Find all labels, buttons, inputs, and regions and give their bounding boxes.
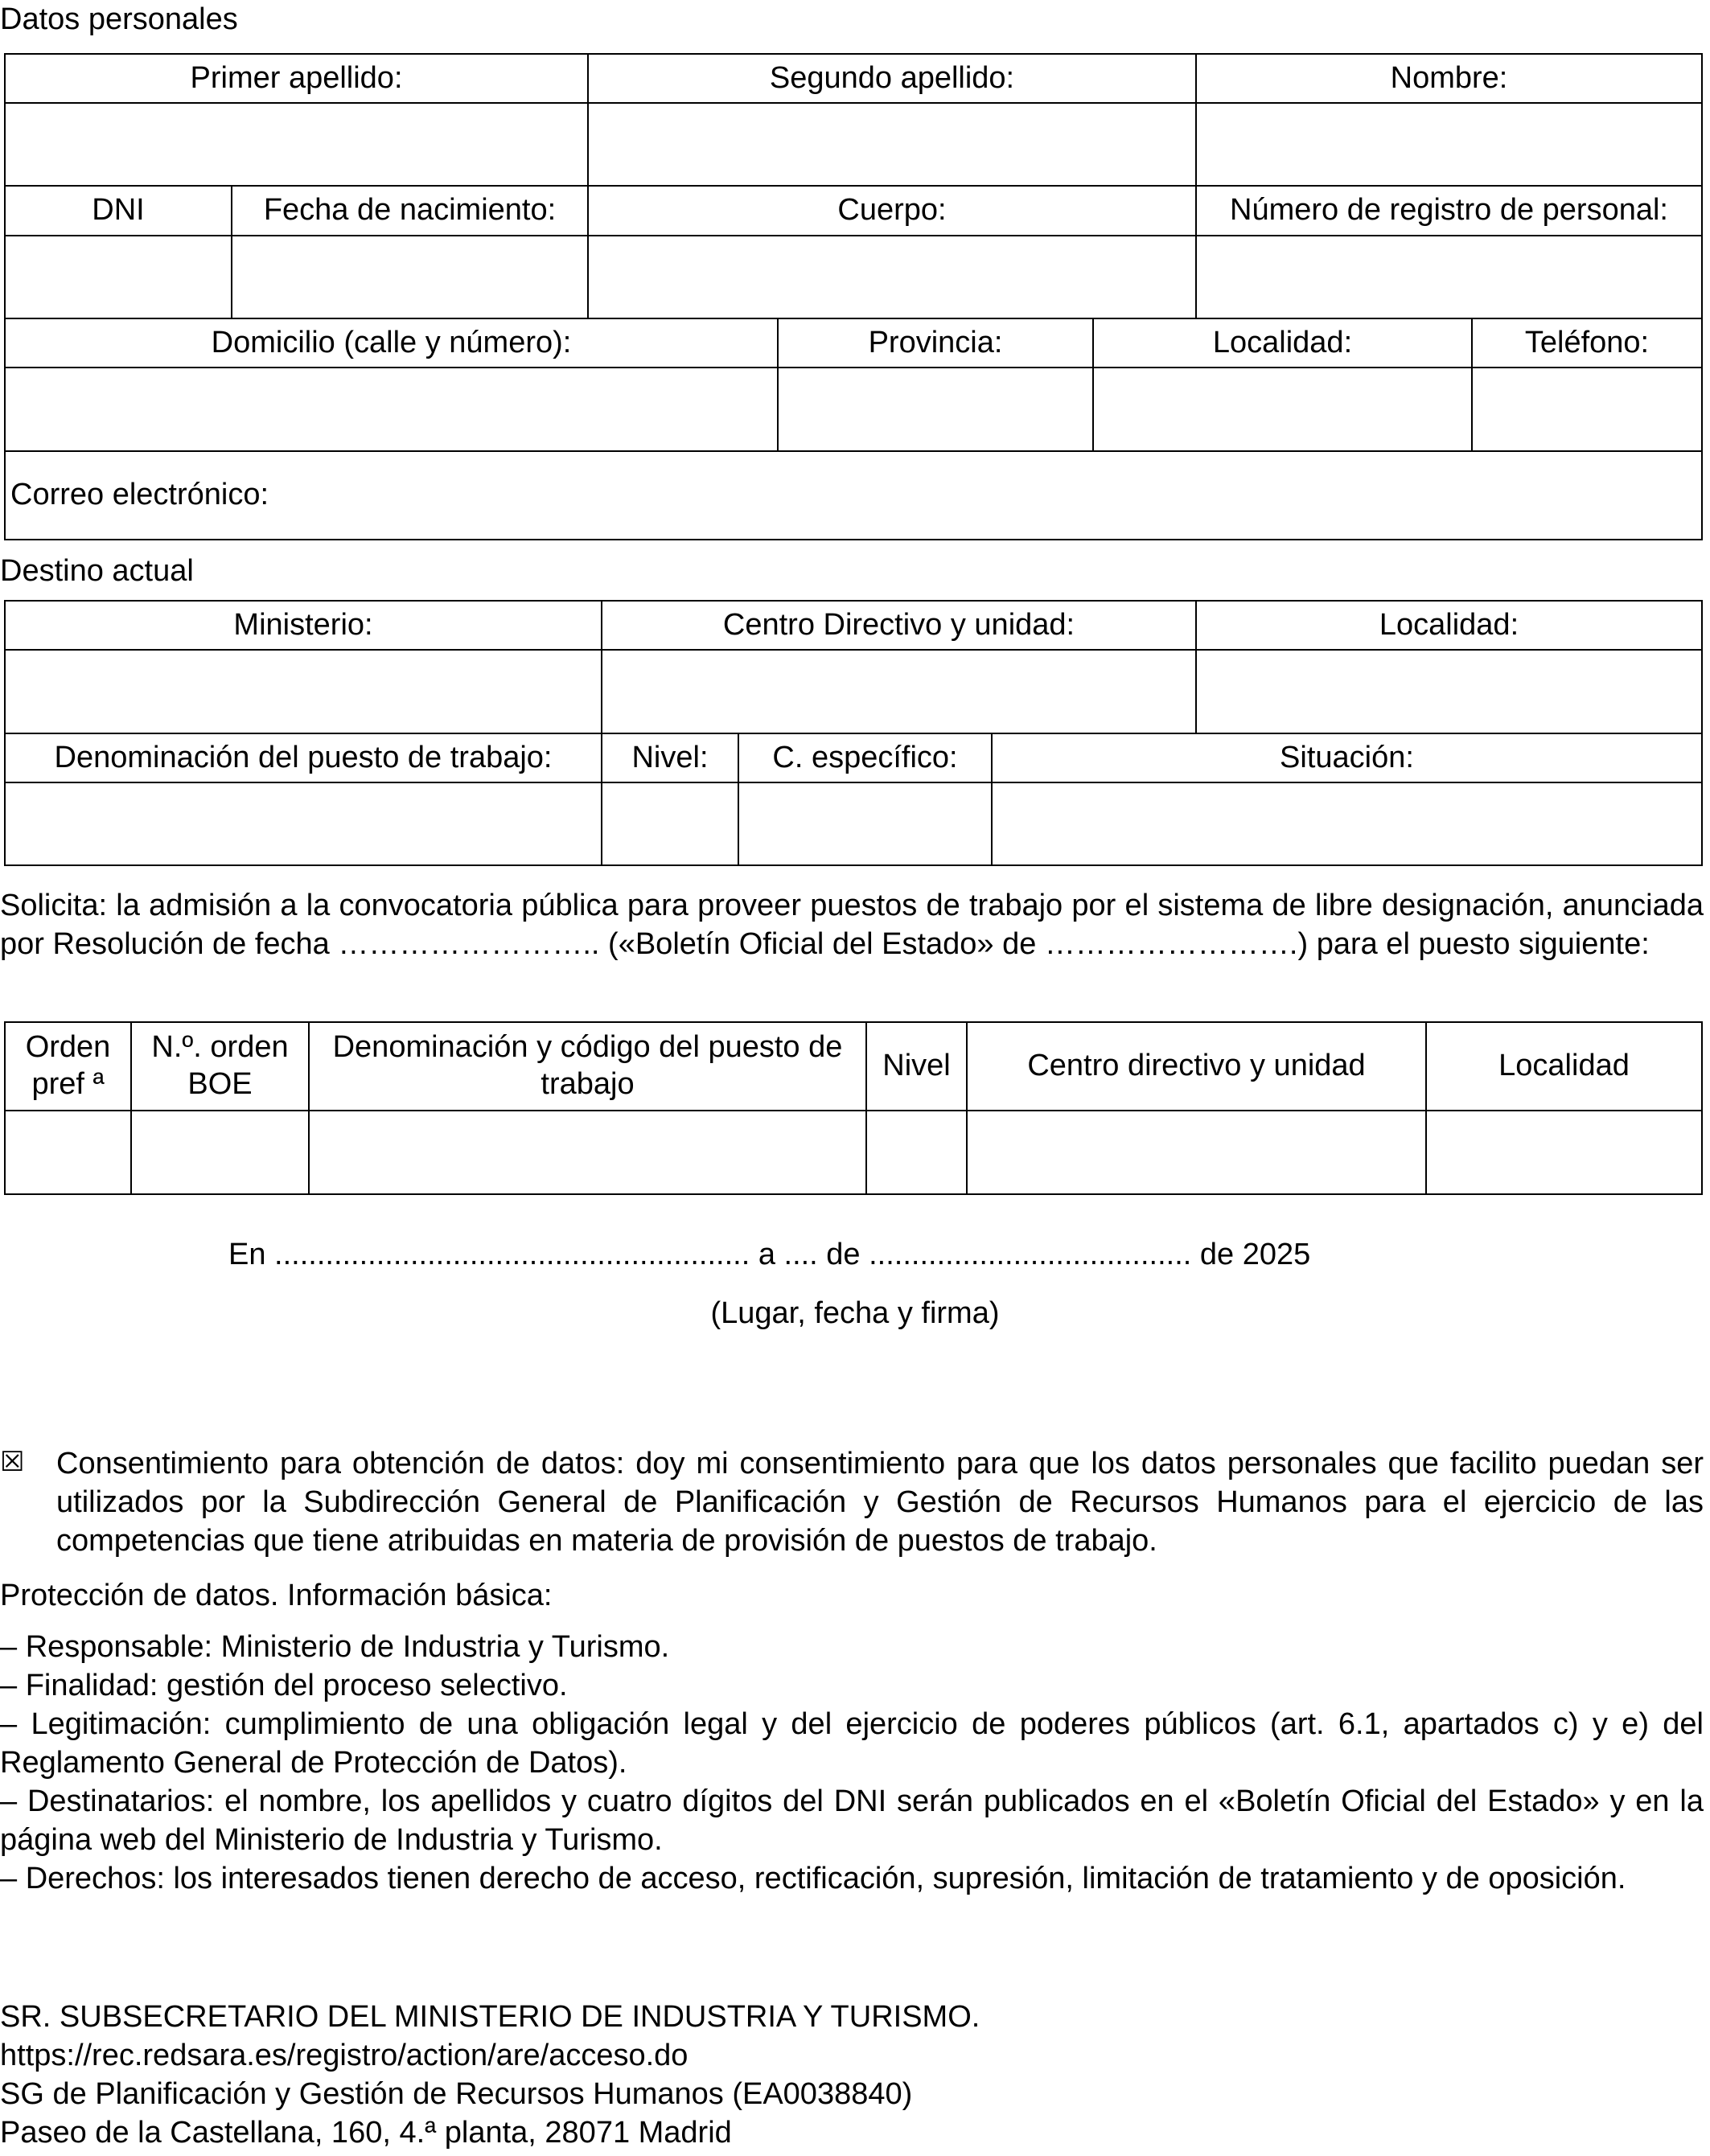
field-cuerpo[interactable] — [588, 236, 1196, 318]
label-fecha-nacimiento: Fecha de nacimiento: — [232, 186, 588, 236]
field-denominacion-codigo[interactable] — [309, 1111, 866, 1194]
field-orden-pref[interactable] — [5, 1111, 131, 1194]
label-localidad-destino: Localidad: — [1196, 601, 1702, 650]
consent-checkbox[interactable]: ☒ — [0, 1447, 25, 1477]
field-nivel-puesto[interactable] — [866, 1111, 967, 1194]
label-provincia: Provincia: — [778, 318, 1093, 368]
destinatario-subsecretario: SR. SUBSECRETARIO DEL MINISTERIO DE INDUSTRIA Y TURISMO. — [0, 2000, 980, 2034]
field-telefono[interactable] — [1472, 368, 1702, 451]
field-fecha-nacimiento[interactable] — [232, 236, 588, 318]
label-situacion: Situación: — [992, 733, 1702, 782]
section-title-personal: Datos personales — [0, 2, 238, 36]
label-nivel: Nivel: — [602, 733, 738, 782]
header-denominacion-codigo: Denominación y código del puesto de trabajo — [309, 1022, 866, 1111]
destino-table — [4, 600, 1703, 734]
section-title-destino: Destino actual — [0, 554, 194, 588]
field-localidad-destino[interactable] — [1196, 650, 1702, 733]
puesto-solicitado-table — [4, 1021, 1703, 1195]
field-localidad-puesto[interactable] — [1426, 1111, 1702, 1194]
field-localidad[interactable] — [1093, 368, 1472, 451]
field-especifico[interactable] — [738, 782, 992, 865]
field-denominacion-puesto[interactable] — [5, 782, 602, 865]
field-ministerio[interactable] — [5, 650, 602, 733]
proteccion-item-legitimacion: – Legitimación: cumplimiento de una obligación legal y del ejercicio de poderes públicos (art. 6.1, apartados c) y e) del Reglamento General de Protección de Datos). — [0, 1707, 1704, 1780]
field-centro-directivo[interactable] — [602, 650, 1196, 733]
field-nrp[interactable] — [1196, 236, 1702, 318]
field-segundo-apellido[interactable] — [588, 103, 1196, 186]
label-ministerio: Ministerio: — [5, 601, 602, 650]
proteccion-item-responsable: – Responsable: Ministerio de Industria y Turismo. — [0, 1630, 670, 1664]
label-centro-directivo: Centro Directivo y unidad: — [602, 601, 1196, 650]
label-primer-apellido: Primer apellido: — [5, 54, 588, 103]
header-numero-orden: N.º. orden BOE — [131, 1022, 309, 1111]
field-nombre[interactable] — [1196, 103, 1702, 186]
label-nrp: Número de registro de personal: — [1196, 186, 1702, 236]
label-segundo-apellido: Segundo apellido: — [588, 54, 1196, 103]
header-orden-pref: Orden pref ª — [5, 1022, 131, 1111]
field-numero-orden[interactable] — [131, 1111, 309, 1194]
field-dni[interactable] — [5, 236, 232, 318]
personal-data-table — [4, 53, 1703, 319]
label-nombre: Nombre: — [1196, 54, 1702, 103]
field-primer-apellido[interactable] — [5, 103, 588, 186]
label-dni: DNI — [5, 186, 232, 236]
personal-address-table — [4, 318, 1703, 540]
field-situacion[interactable] — [992, 782, 1702, 865]
destinatario-sg: SG de Planificación y Gestión de Recursos Humanos (EA0038840) — [0, 2077, 913, 2111]
destinatario-url[interactable]: https://rec.redsara.es/registro/action/are/acceso.do — [0, 2039, 689, 2072]
field-correo[interactable]: Correo electrónico: — [5, 451, 1702, 540]
proteccion-item-destinatarios: – Destinatarios: el nombre, los apellidos y cuatro dígitos del DNI serán publicados en el «Boletín Oficial del Estado» y en la página web del Ministerio de Industria y Turismo. — [0, 1784, 1704, 1857]
field-provincia[interactable] — [778, 368, 1093, 451]
label-cuerpo: Cuerpo: — [588, 186, 1196, 236]
header-localidad: Localidad — [1426, 1022, 1702, 1111]
solicita-paragraph: Solicita: la admisión a la convocatoria pública para proveer puestos de trabajo por el sistema de libre designación, anunciada por Resolución de fecha …………………….. («Boletín Oficial del Estado» de …………………….) para el puesto siguiente: — [0, 889, 1704, 961]
field-nivel[interactable] — [602, 782, 738, 865]
label-localidad: Localidad: — [1093, 318, 1472, 368]
header-centro-directivo: Centro directivo y unidad — [967, 1022, 1426, 1111]
proteccion-item-derechos: – Derechos: los interesados tienen derecho de acceso, rectificación, supresión, limitación de tratamiento y de oposición. — [0, 1862, 1626, 1895]
label-denominacion-puesto: Denominación del puesto de trabajo: — [5, 733, 602, 782]
proteccion-title: Protección de datos. Información básica: — [0, 1579, 553, 1612]
proteccion-item-finalidad: – Finalidad: gestión del proceso selectivo. — [0, 1669, 568, 1702]
header-nivel: Nivel — [866, 1022, 967, 1111]
destinatario-direccion: Paseo de la Castellana, 160, 4.ª planta, 28071 Madrid — [0, 2116, 732, 2150]
label-especifico: C. específico: — [738, 733, 992, 782]
label-domicilio: Domicilio (calle y número): — [5, 318, 778, 368]
consent-text: Consentimiento para obtención de datos: doy mi consentimiento para que los datos personales que facilito puedan ser utilizados por la Subdirección General de Planificación y Gestión de Recursos Humanos para el ejercicio de las competencias que tiene atribuidas en materia de provisión de puestos de trabajo. — [56, 1447, 1704, 1558]
lugar-fecha-line: En ........................................................ a .... de ...................................... de 2025 — [228, 1238, 1311, 1271]
firma-nota: (Lugar, fecha y firma) — [710, 1296, 1000, 1330]
field-domicilio[interactable] — [5, 368, 778, 451]
label-telefono: Teléfono: — [1472, 318, 1702, 368]
field-centro-directivo-puesto[interactable] — [967, 1111, 1426, 1194]
destino-puesto-table — [4, 733, 1703, 866]
